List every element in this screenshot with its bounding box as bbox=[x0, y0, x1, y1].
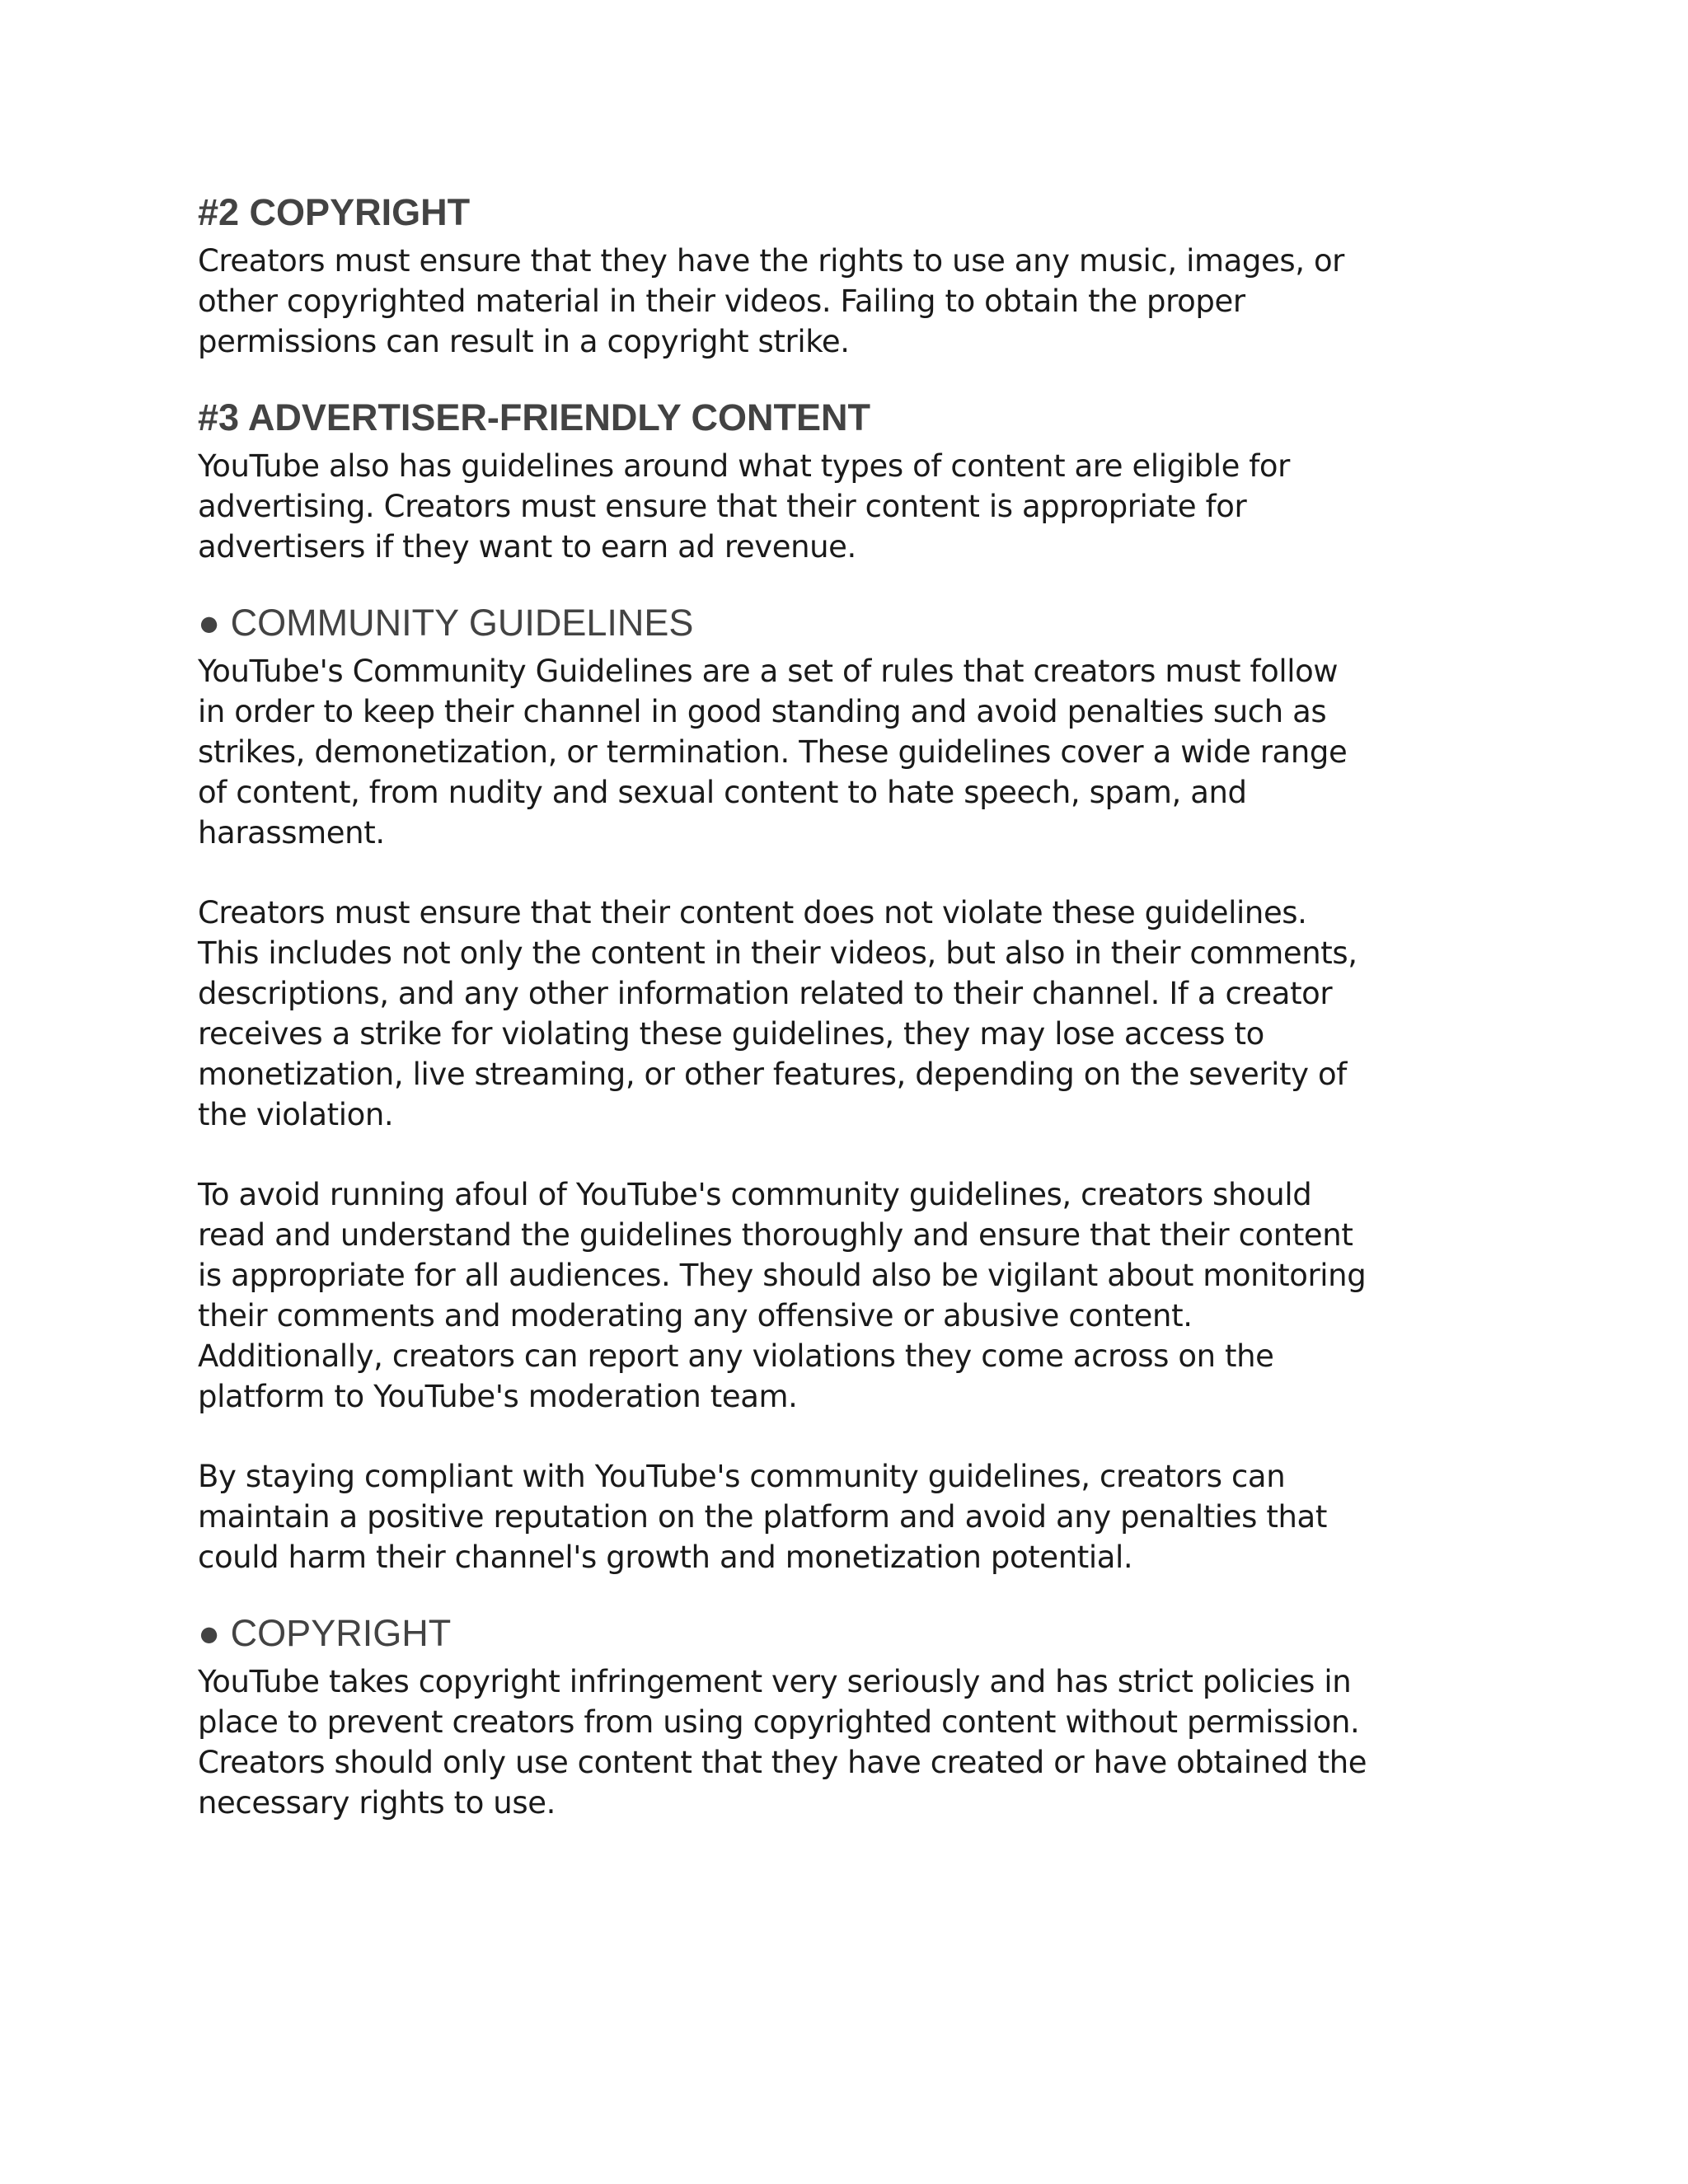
paragraph-line: Additionally, creators can report any violations they come across on the bbox=[198, 1338, 1274, 1374]
paragraph-line: harassment. bbox=[198, 815, 385, 851]
paragraph-line: advertising. Creators must ensure that their content is appropriate for bbox=[198, 489, 1247, 524]
paragraph-line: is appropriate for all audiences. They should also be vigilant about monitoring bbox=[198, 1258, 1367, 1293]
paragraph-line: receives a strike for violating these guidelines, they may lose access to bbox=[198, 1016, 1264, 1052]
paragraph-line: YouTube's Community Guidelines are a set of rules that creators must follow bbox=[198, 654, 1339, 689]
paragraph-line: in order to keep their channel in good standing and avoid penalties such as bbox=[198, 694, 1327, 729]
paragraph-line: permissions can result in a copyright strike. bbox=[198, 324, 850, 359]
paragraph-line: maintain a positive reputation on the platform and avoid any penalties that bbox=[198, 1499, 1327, 1535]
paragraph bbox=[198, 1174, 1517, 1417]
paragraph-line: strikes, demonetization, or termination. These guidelines cover a wide range bbox=[198, 734, 1348, 770]
paragraph-line: their comments and moderating any offensive or abusive content. bbox=[198, 1298, 1193, 1333]
paragraph-line: of content, from nudity and sexual content to hate speech, spam, and bbox=[198, 775, 1247, 810]
paragraph-line: Creators should only use content that they have created or have obtained the bbox=[198, 1745, 1367, 1780]
paragraph-line: could harm their channel's growth and monetization potential. bbox=[198, 1540, 1133, 1575]
paragraph-line: monetization, live streaming, or other features, depending on the severity of bbox=[198, 1057, 1347, 1092]
paragraph-line: other copyrighted material in their videos. Failing to obtain the proper bbox=[198, 284, 1245, 319]
paragraph bbox=[198, 241, 1517, 362]
paragraph-line: the violation. bbox=[198, 1097, 394, 1132]
paragraph-line: necessary rights to use. bbox=[198, 1785, 556, 1821]
paragraph-line: advertisers if they want to earn ad revenue. bbox=[198, 529, 856, 565]
paragraph bbox=[198, 893, 1517, 1135]
section-heading-copyright-2: #2 COPYRIGHT bbox=[198, 191, 471, 233]
paragraph-line: YouTube takes copyright infringement very seriously and has strict policies in bbox=[198, 1664, 1352, 1699]
paragraph-line: descriptions, and any other information related to their channel. If a creator bbox=[198, 976, 1333, 1011]
paragraph-line: This includes not only the content in their videos, but also in their comments, bbox=[198, 935, 1357, 971]
paragraph-line: YouTube also has guidelines around what types of content are eligible for bbox=[198, 448, 1290, 484]
paragraph-line: To avoid running afoul of YouTube's community guidelines, creators should bbox=[198, 1177, 1312, 1212]
paragraph-line: By staying compliant with YouTube's community guidelines, creators can bbox=[198, 1459, 1286, 1494]
paragraph-line: platform to YouTube's moderation team. bbox=[198, 1379, 798, 1414]
section-heading-advertiser-friendly: #3 ADVERTISER-FRIENDLY CONTENT bbox=[198, 396, 870, 438]
paragraph-line: place to prevent creators from using copyrighted content without permission. bbox=[198, 1704, 1360, 1740]
paragraph-line: read and understand the guidelines thoroughly and ensure that their content bbox=[198, 1217, 1353, 1253]
paragraph-line: Creators must ensure that they have the rights to use any music, images, or bbox=[198, 243, 1344, 279]
paragraph bbox=[198, 1661, 1517, 1823]
paragraph bbox=[198, 1456, 1517, 1577]
paragraph bbox=[198, 446, 1517, 567]
paragraph-line: Creators must ensure that their content does not violate these guidelines. bbox=[198, 895, 1307, 930]
document-page bbox=[198, 191, 1517, 1823]
section-heading-community-guidelines: ● COMMUNITY GUIDELINES bbox=[198, 602, 694, 644]
section-heading-copyright: ● COPYRIGHT bbox=[198, 1612, 452, 1654]
paragraph bbox=[198, 651, 1517, 853]
